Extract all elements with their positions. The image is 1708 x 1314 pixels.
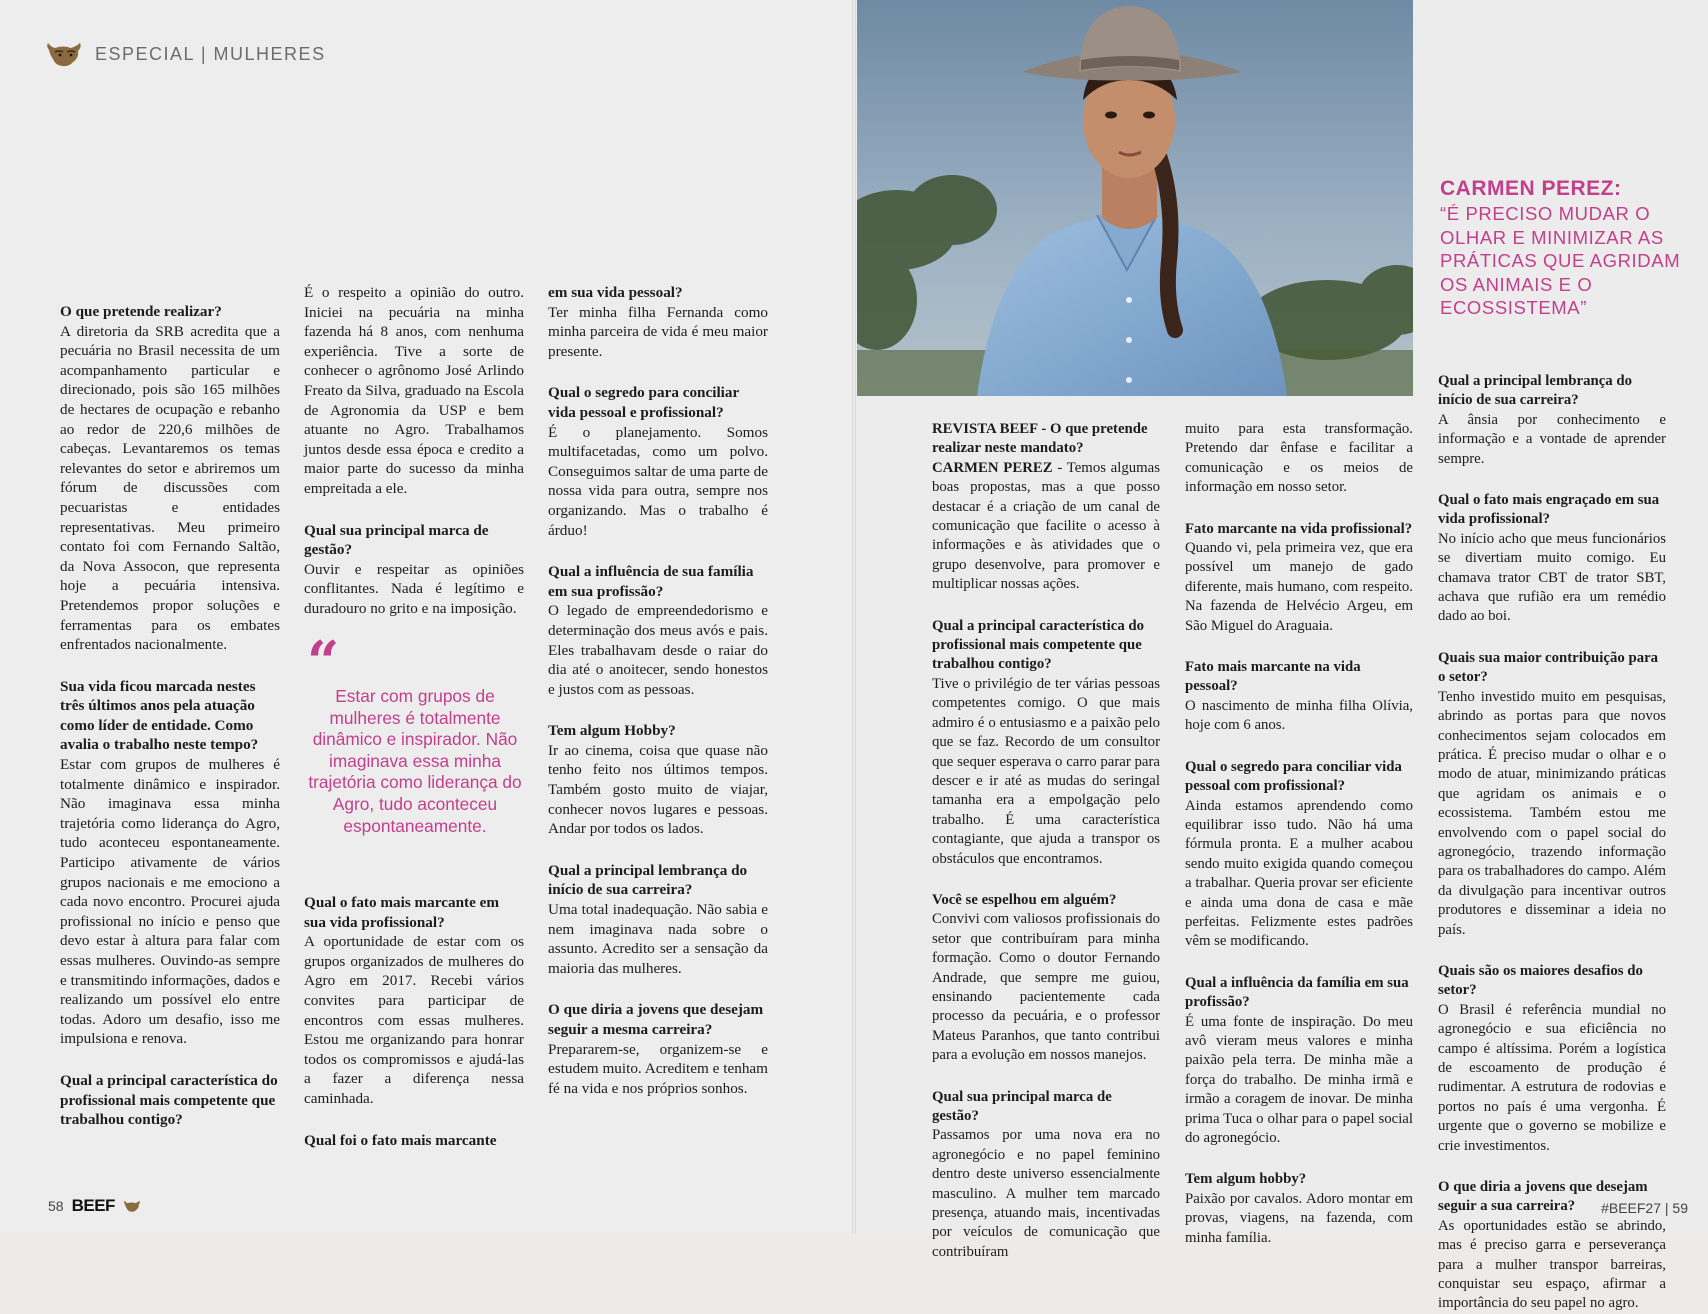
article-column-1 <box>60 302 280 1130</box>
answer-text: muito para esta transformação. Pretendo dar ênfase e facilitar a comunicação e os meios de informação em nosso setor. <box>1185 421 1413 496</box>
answer-text: Ter minha filha Fernanda como minha parceira de vida é meu maior presente. <box>548 303 768 360</box>
headline-name: CARMEN PEREZ: <box>1440 177 1622 200</box>
spine-fold <box>852 0 856 1234</box>
qa-block <box>548 861 768 979</box>
qa-block <box>304 1131 524 1151</box>
answer-text: Convivi com valiosos profissionais do setor que contribuíram para minha formação. Como o doutor Fernando Andrade, que sempre me guiou, ensinando pacientemente cada processo da pecuária, e o professor Mateus Paranhos, que tanto contribui para a evolução em nossos manejos. <box>932 911 1160 1064</box>
answer-text: Uma total inadequação. Não sabia e nem imaginava nada sobre o assunto. Acredito ser a sensação da maioria das mulheres. <box>548 901 768 977</box>
qa-block <box>1185 1170 1413 1248</box>
answer-text: Passamos por uma nova era no agronegócio e no papel feminino dentro deste universo essencialmente masculino. A mulher tem marcado presença, atuando mais, incentivadas por veículos de comunicação que contribuíram <box>932 1127 1160 1260</box>
footer-left <box>48 1196 141 1216</box>
answer-text: Paixão por cavalos. Adoro montar em provas, viagens, na fazenda, com minha família. <box>1185 1190 1413 1246</box>
qa-block <box>1438 649 1666 940</box>
section-header <box>45 40 326 68</box>
question-text: Qual o segredo para conciliar vida pessoal e profissional? <box>548 384 739 421</box>
answer-text: A oportunidade de estar com os grupos organizados de mulheres do Agro em 2017. Recebi vários convites para participar de encontros com essas mulheres. Estou me organizando para honrar todos os compromissos e ajudá-las a fazer a diferença nessa caminhada. <box>304 933 524 1107</box>
question-text: Você se espelhou em alguém? <box>932 891 1117 908</box>
question-text: Fato mais marcante na vida pessoal? <box>1185 659 1361 695</box>
question-text: Qual a principal lembrança do início de sua carreira? <box>1438 373 1633 409</box>
article-headline <box>1440 176 1685 320</box>
quote-mark-icon: “ <box>307 629 340 695</box>
qa-block <box>1438 491 1666 627</box>
answer-text: Prepararem-se, organizem-se e estudem muito. Acreditem e tenham fé na vida e nos próprios sonhos. <box>548 1040 768 1097</box>
answer-text: É uma fonte de inspiração. Do meu avô vieram meus valores e minha paixão pela terra. De minha mãe a força do trabalho. De minha irmã e irmão a coragem de inovar. De minha prima Tuca o olhar para o papel social do agronegócio. <box>1185 1013 1413 1146</box>
headline-quote: “É PRECISO MUDAR O OLHAR E MINIMIZAR AS PRÁTICAS QUE AGRIDAM OS ANIMAIS E O ECOSSISTEMA” <box>1440 203 1681 318</box>
answer-text: As oportunidades estão se abrindo, mas é preciso garra e perseverança para a mulher transpor barreiras, conquistar seu espaço, afirmar a importância do seu papel no agro. <box>1438 1217 1666 1312</box>
question-text: Qual a principal característica do profissional mais competente que trabalhou contigo? <box>932 617 1145 673</box>
question-text: O que diria a jovens que desejam seguir a mesma carreira? <box>548 1001 764 1038</box>
question-text: Qual sua principal marca de gestão? <box>304 521 489 559</box>
section-label: ESPECIAL | MULHERES <box>95 43 326 64</box>
answer-text: No início acho que meus funcionários se divertiam muito comigo. Eu chamava trator CBT de trator SBT, achava que rufião era um remédio dado ao boi. <box>1438 530 1666 625</box>
qa-block <box>548 1000 768 1098</box>
question-text: Quais são os maiores desafios do setor? <box>1438 962 1643 999</box>
portrait-photo <box>857 0 1413 396</box>
answer-text: Tive o privilégio de ter várias pessoas competentes comigo. O que mais admiro é o entusiasmo e a paixão pelo que se faz. Recordo de um consultor que sequer esperava o carro parar para descer e ir até as mudas do seringal tamanha era a empolgação pelo trabalho. É uma característica contagiante, que ajuda a transpor os obstáculos que encontramos. <box>932 675 1160 867</box>
answer-text: O Brasil é referência mundial no agronegócio e sua eficiência no campo é altíssima. Porém a logística de escoamento de produção é rudimentar. A estrutura de rodovias e portos no país é uma vergonha. É urgente que o governo se mobilize e crie investimentos. <box>1438 1001 1666 1154</box>
brand-logo: BEEF <box>71 1196 115 1215</box>
qa-block <box>60 1071 280 1130</box>
article-column-3 <box>548 283 768 1098</box>
qa-block <box>1438 962 1666 1156</box>
answer-text: A diretoria da SRB acredita que a pecuária no Brasil necessita de um acompanhamento particular e direcionado, pois são 165 milhões de hectares de ocupação e rebanho ao redor de 220,6 milhões de cabeças. Levantaremos os temas relevantes do setor e abriremos um fórum de discussões com pecuaristas e entidades representativas. Meu primeiro contato foi com Fernando Saltão, da Nova Assocon, que representa hoje a pecuária intensiva. Pretendemos propor soluções e ferramentas para os embates enfrentados nacionalmente. <box>60 322 280 654</box>
qa-block <box>60 302 280 655</box>
question-text: O que pretende realizar? <box>60 303 222 320</box>
qa-block <box>1185 658 1413 736</box>
footer-right <box>1601 1200 1688 1216</box>
question-text: Fato marcante na vida profissional? <box>1185 520 1413 537</box>
pull-quote <box>305 629 525 837</box>
question-text: O que diria a jovens que desejam seguir a sua carreira? <box>1438 1179 1648 1215</box>
qa-block <box>548 383 768 540</box>
qa-block <box>1438 372 1666 469</box>
qa-block <box>1185 520 1413 636</box>
qa-block <box>1185 974 1413 1149</box>
answer-text: Estar com grupos de mulheres é totalmente dinâmico e inspirador. Não imaginava essa minha trajetória como liderança do Agro, tudo aconteceu espontaneamente. Participo ativamente de vários grupos nacionais e me emociono a cada novo encontro. Procurei ajuda profissional no início e penso que devo estar à altura para falar com essas mulheres. Ouvindo-as sempre e transmitindo informações, dados e realizando um possível elo entre todas. Adoro um desafio, isso me impulsiona e renova. <box>60 756 280 1048</box>
question-text: Qual a influência de sua família em sua profissão? <box>548 563 754 600</box>
question-text: Tem algum Hobby? <box>548 722 676 740</box>
question-text: Qual a principal lembrança do início de sua carreira? <box>548 861 748 899</box>
qa-block <box>60 677 280 1049</box>
question-text: REVISTA BEEF - O que pretende realizar neste mandato? <box>932 421 1148 457</box>
question-text: Qual a influência da família em sua profissão? <box>1185 974 1409 1011</box>
answer-text: Ainda estamos aprendendo como equilibrar isso tudo. Não há uma fórmula pronta. E a mulher acabou sendo muito exigida quando começou a trabalhar. Queria provar ser eficiente e ainda uma dona de casa e mãe perfeitas. Felizmente estes padrões vêm se modificando. <box>1185 797 1413 950</box>
qa-block <box>304 893 524 1109</box>
answer-text: Tenho investido muito em pesquisas, abrindo as portas para que novos conhecimentos sejam colocados em prática. É preciso mudar o olhar e o modo de atuar, minimizando práticas que agridam os animais e o ecossistema. Também estou me envolvendo com o papel social do agronegócio, trazendo informação para os trabalhadores do campo. Além da divulgação para incentivar outros produtores e disseminar a ideia no país. <box>1438 688 1666 938</box>
article-column-5 <box>1185 420 1413 1248</box>
answer-text: É o planejamento. Somos multifacetadas, como um polvo. Conseguimos saltar de uma parte de nossa vida para outra, sempre nos organizando. Mas o trabalho é árduo! <box>548 423 768 539</box>
answer-text: O legado de empreendedorismo e determinação dos meus avós e pais. Eles trabalhavam desde o raiar do dia até o anoitecer, sendo honestos e justos com as pessoas. <box>548 602 768 698</box>
article-column-4 <box>932 420 1160 1262</box>
question-text: Qual foi o fato mais marcante <box>304 1131 497 1149</box>
question-text: Quais sua maior contribuição para o setor? <box>1438 649 1659 686</box>
qa-block <box>932 617 1160 869</box>
bull-icon <box>45 40 83 68</box>
pull-quote-text: Estar com grupos de mulheres é totalmente dinâmico e inspirador. Não imaginava essa minha trajetória como liderança do Agro, tudo aconteceu espontaneamente. <box>308 686 522 836</box>
qa-block <box>548 721 768 839</box>
answer-text: Ir ao cinema, coisa que quase não tenho feito nos últimos tempos. Também gosto muito de viajar, conhecer novos lugares e pessoas. Andar por todos os lados. <box>548 741 768 838</box>
answer-text: Quando vi, pela primeira vez, que era possível um manejo de gado diferente, mais humano, com respeito. Na fazenda de Helvécio Argeu, em São Miguel do Araguaia. <box>1185 540 1413 634</box>
qa-block <box>1438 1178 1666 1314</box>
answer-lead: CARMEN PEREZ <box>932 459 1053 476</box>
bull-icon <box>123 1199 141 1213</box>
question-text: Qual o fato mais marcante em sua vida profissional? <box>304 894 500 931</box>
qa-block <box>548 562 768 699</box>
question-text: Qual o segredo para conciliar vida pessoal com profissional? <box>1185 758 1402 795</box>
answer-text: O nascimento de minha filha Olívia, hoje com 6 anos. <box>1185 697 1413 734</box>
article-column-2b <box>304 893 524 1150</box>
question-text: em sua vida pessoal? <box>548 284 683 301</box>
qa-block <box>304 521 524 619</box>
question-text: Qual a principal característica do profissional mais competente que trabalhou contigo? <box>60 1071 278 1129</box>
page-number-left: 58 <box>48 1198 64 1214</box>
qa-block <box>932 891 1160 1066</box>
qa-block <box>1185 420 1413 498</box>
page-number-right: #BEEF27 | 59 <box>1601 1200 1688 1216</box>
article-column-6 <box>1438 372 1666 1314</box>
answer-text: - Temos algumas boas propostas, mas a que posso destacar é a criação de um canal de comunicação que facilite o acesso à informações e às atividades que o grupo desenvolve, para promover e multiplicar nossas ações. <box>932 459 1160 593</box>
qa-block <box>304 283 524 499</box>
qa-block <box>932 1088 1160 1263</box>
question-text: Tem algum hobby? <box>1185 1171 1307 1188</box>
qa-block <box>932 420 1160 595</box>
article-column-2 <box>304 283 524 619</box>
question-text: Sua vida ficou marcada nestes três últimos anos pela atuação como líder de entidade. Como avalia o trabalho neste tempo? <box>60 677 259 754</box>
answer-text: A ânsia por conhecimento e informação e a vontade de aprender sempre. <box>1438 411 1666 467</box>
question-text: Qual o fato mais engraçado em sua vida profissional? <box>1438 492 1660 528</box>
answer-text: Ouvir e respeitar as opiniões conflitantes. Nada é legítimo e duradouro no grito e na imposição. <box>304 560 524 617</box>
qa-block <box>1185 758 1413 952</box>
qa-block <box>548 283 768 361</box>
question-text: Qual sua principal marca de gestão? <box>932 1088 1112 1124</box>
answer-text: É o respeito a opinião do outro. Iniciei na pecuária na minha fazenda há 8 anos, com nenhuma experiência. Tive a sorte de conhecer o agrônomo José Arlindo Freato da Silva, graduado na Escola de Agronomia da USP e bem atuante no Agro. Trabalhamos juntos desde essa época e credito a maior parte do sucesso da minha empreitada a ele. <box>304 284 524 497</box>
